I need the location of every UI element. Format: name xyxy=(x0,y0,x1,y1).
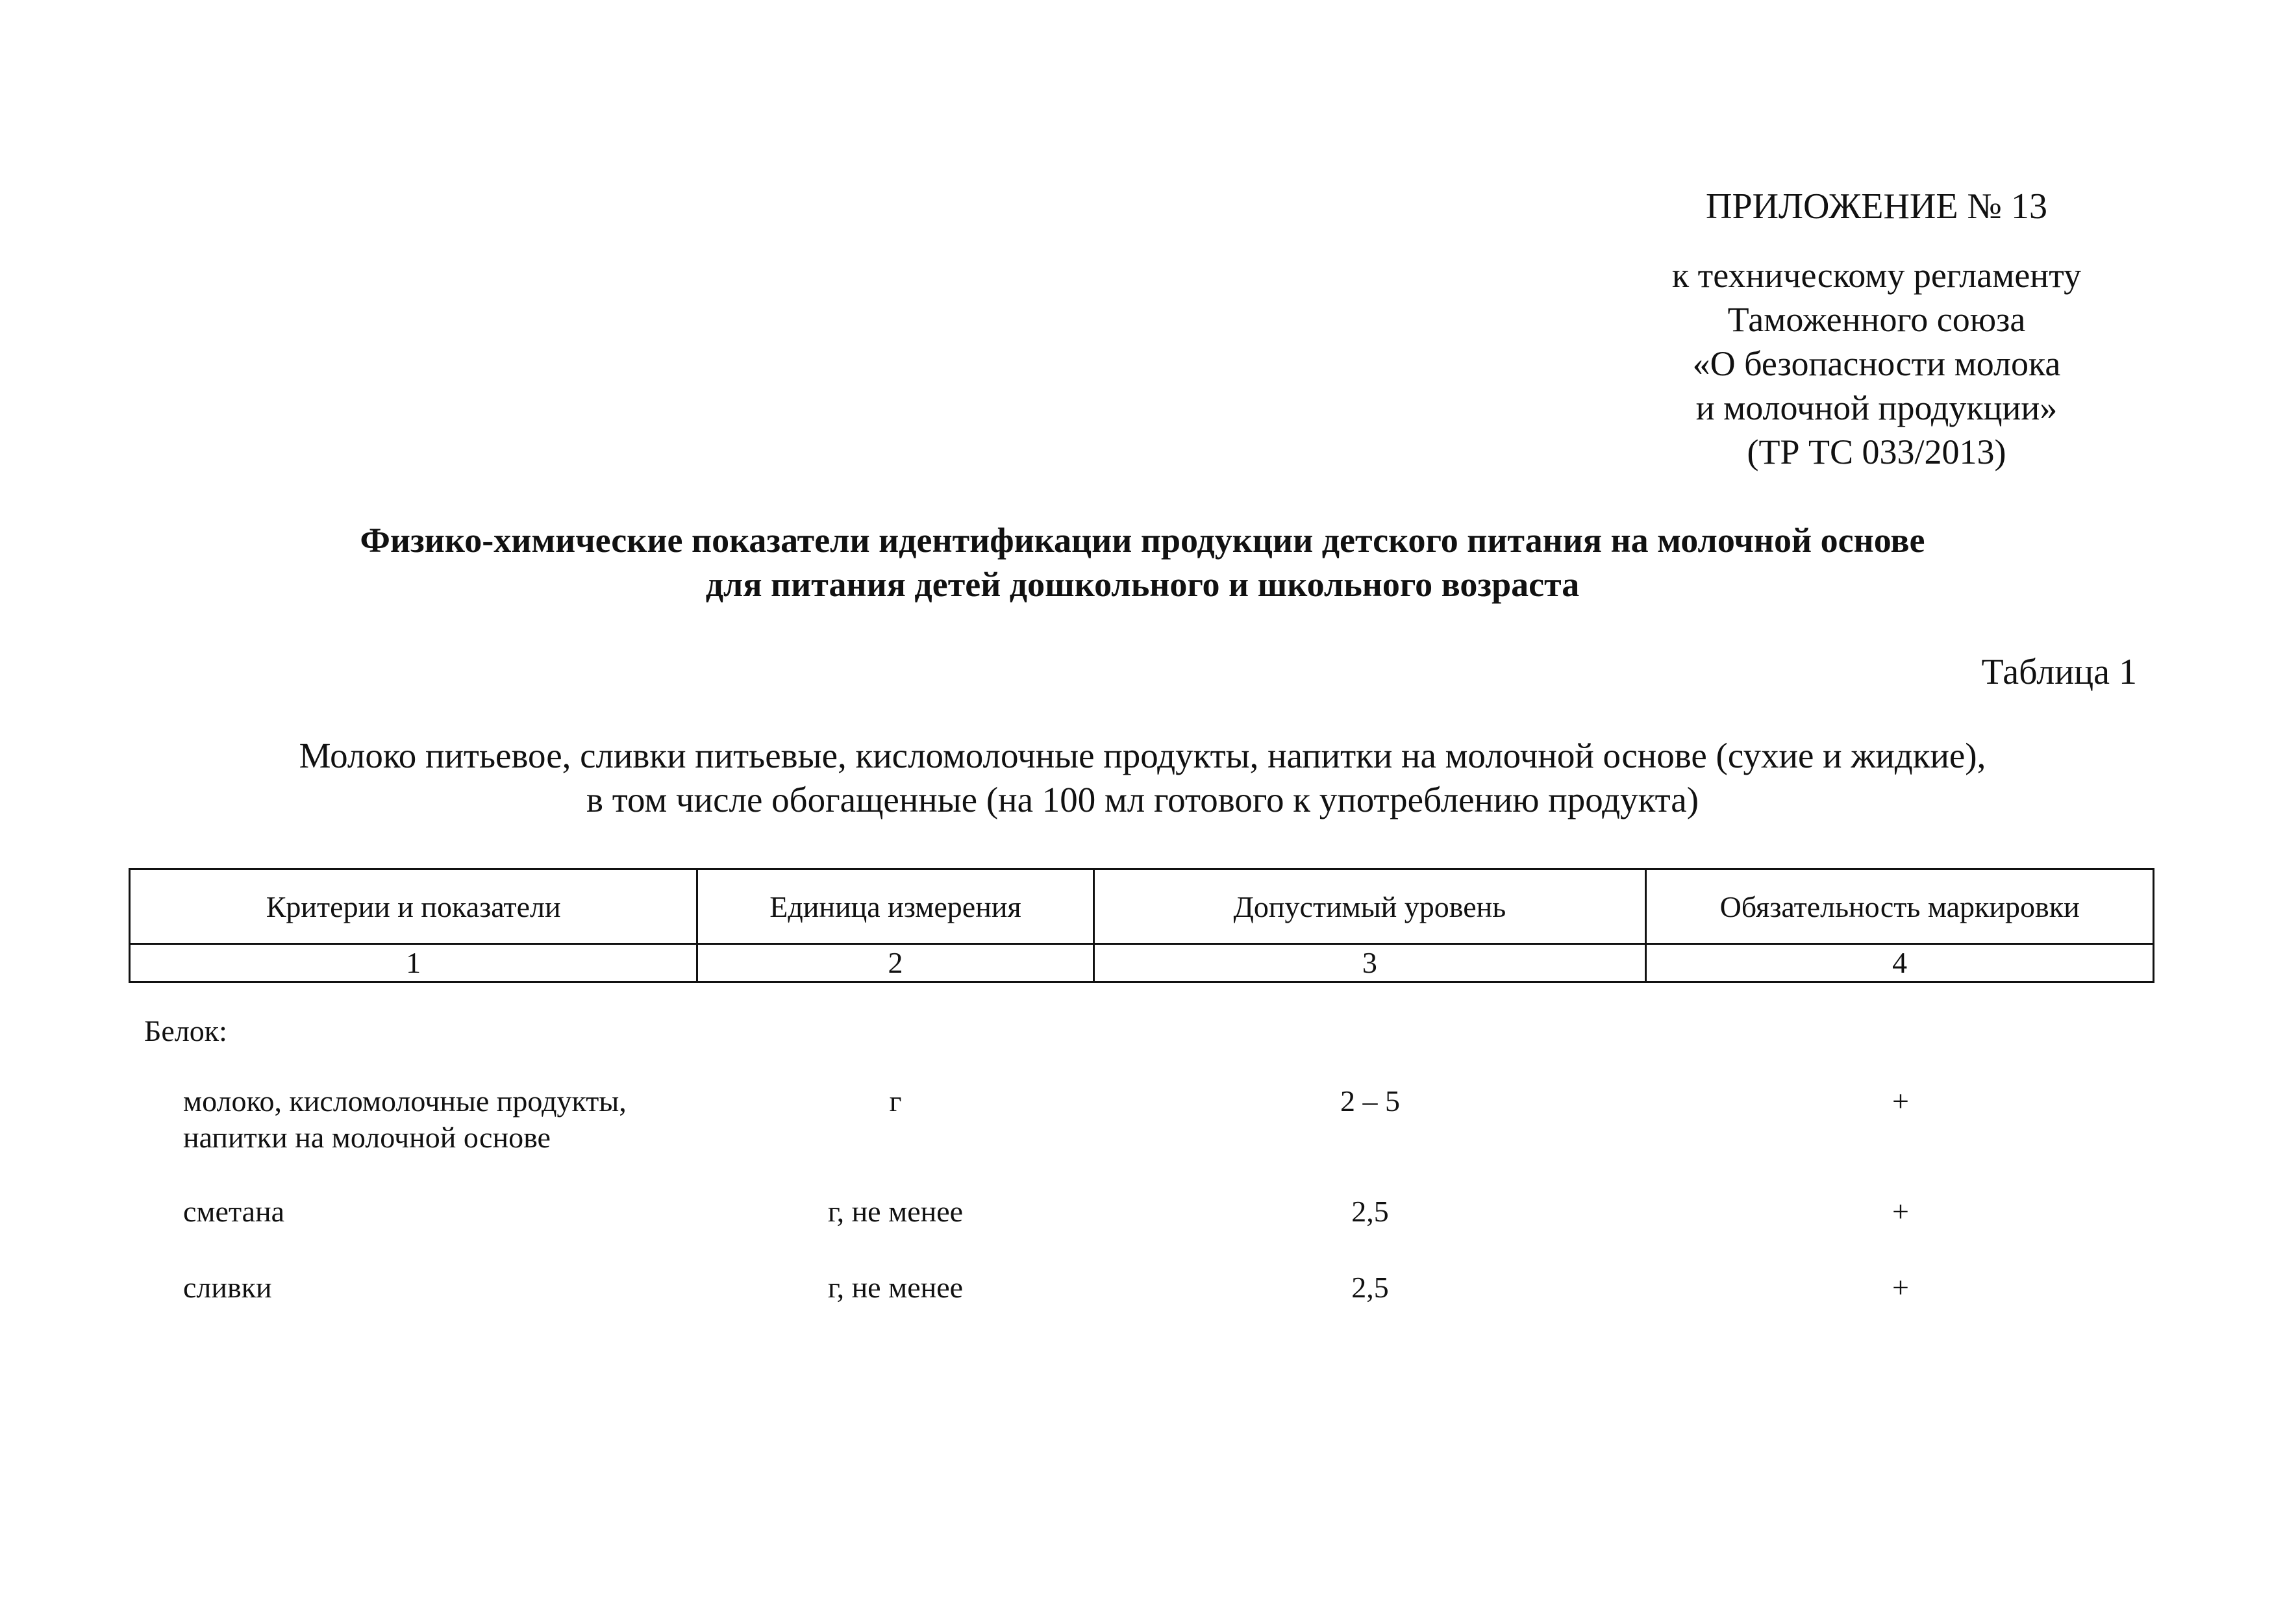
row-unit: г, не менее xyxy=(827,1271,964,1304)
row-level: 2,5 xyxy=(1351,1271,1389,1304)
document-heading xyxy=(130,518,2155,606)
column-number: 3 xyxy=(1093,944,1646,982)
appendix-reference-line: Таможенного союза xyxy=(1727,300,2026,339)
row-criterion-line: сливки xyxy=(183,1271,272,1304)
appendix-reference-line: «О безопасности молока xyxy=(1692,344,2061,383)
row-level: 2 – 5 xyxy=(1340,1084,1400,1118)
row-level: 2,5 xyxy=(1351,1195,1389,1228)
row-criterion-line: молоко, кисломолочные продукты, xyxy=(183,1084,627,1118)
column-header-unit: Единица измерения xyxy=(697,869,1093,944)
row-marking: + xyxy=(1892,1084,1909,1118)
appendix-reference-line: (ТР ТС 033/2013) xyxy=(1747,432,2006,471)
appendix-reference-line: и молочной продукции» xyxy=(1695,388,2058,427)
column-header-level: Допустимый уровень xyxy=(1093,869,1646,944)
column-number: 2 xyxy=(697,944,1093,982)
table-caption-line: в том числе обогащенные (на 100 мл готового к употреблению продукта) xyxy=(586,780,1699,819)
row-criterion xyxy=(183,1193,716,1230)
column-header-criteria: Критерии и показатели xyxy=(130,869,697,944)
row-criterion xyxy=(183,1083,716,1156)
appendix-reference-line: к техническому регламенту xyxy=(1671,256,2082,295)
row-marking: + xyxy=(1892,1271,1909,1304)
column-number: 4 xyxy=(1646,944,2154,982)
row-unit: г, не менее xyxy=(827,1195,964,1228)
row-criterion xyxy=(183,1269,716,1306)
row-unit: г xyxy=(889,1084,902,1118)
appendix-title: ПРИЛОЖЕНИЕ № 13 xyxy=(1706,186,2047,227)
row-marking: + xyxy=(1892,1195,1909,1228)
table-header-row xyxy=(130,869,2154,944)
table-caption xyxy=(130,734,2155,822)
document-heading-line: для питания детей дошкольного и школьного возраста xyxy=(705,565,1580,604)
document-heading-line: Физико-химические показатели идентификации продукции детского питания на молочной основе xyxy=(360,521,1925,560)
table-header xyxy=(129,868,2154,983)
column-number-row xyxy=(130,944,2154,982)
row-criterion-line: напитки на молочной основе xyxy=(183,1121,551,1154)
group-label-protein: Белок: xyxy=(144,1014,227,1047)
table-caption-line: Молоко питьевое, сливки питьевые, кисломолочные продукты, напитки на молочной основе (сухие и жидкие), xyxy=(299,736,1986,775)
column-header-marking: Обязательность маркировки xyxy=(1646,869,2154,944)
row-criterion-line: сметана xyxy=(183,1195,285,1228)
appendix-reference xyxy=(1584,253,2169,474)
column-number: 1 xyxy=(130,944,697,982)
table-number: Таблица 1 xyxy=(1981,652,2137,692)
